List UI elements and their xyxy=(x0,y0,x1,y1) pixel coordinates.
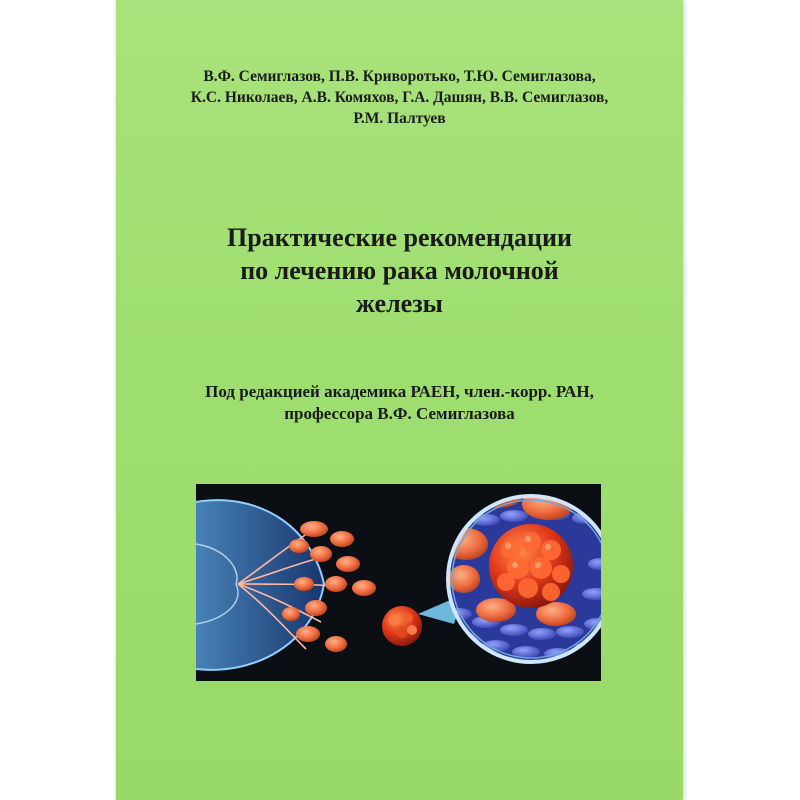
book-title xyxy=(116,221,683,320)
title-line: железы xyxy=(356,289,443,318)
small-tumor xyxy=(382,606,422,646)
authors-block xyxy=(116,66,683,129)
authors-line: К.С. Николаев, А.В. Комяхов, Г.А. Дашян, В.В. Семиглазов, xyxy=(190,89,609,106)
large-tumor xyxy=(489,524,573,608)
editor-line: профессора В.Ф. Семиглазова xyxy=(284,404,515,423)
authors-line: В.Ф. Семиглазов, П.В. Криворотько, Т.Ю. Семиглазова, xyxy=(203,68,596,85)
breast-cancer-illustration xyxy=(196,484,601,681)
book-cover xyxy=(116,0,683,800)
title-line: Практические рекомендации xyxy=(227,223,572,252)
editor-line: Под редакцией академика РАЕН, член.-корр. РАН, xyxy=(205,382,594,401)
authors-line: Р.М. Палтуев xyxy=(353,110,446,127)
title-line: по лечению рака молочной xyxy=(240,256,559,285)
editor-block xyxy=(116,381,683,425)
illustration-svg xyxy=(196,484,601,681)
